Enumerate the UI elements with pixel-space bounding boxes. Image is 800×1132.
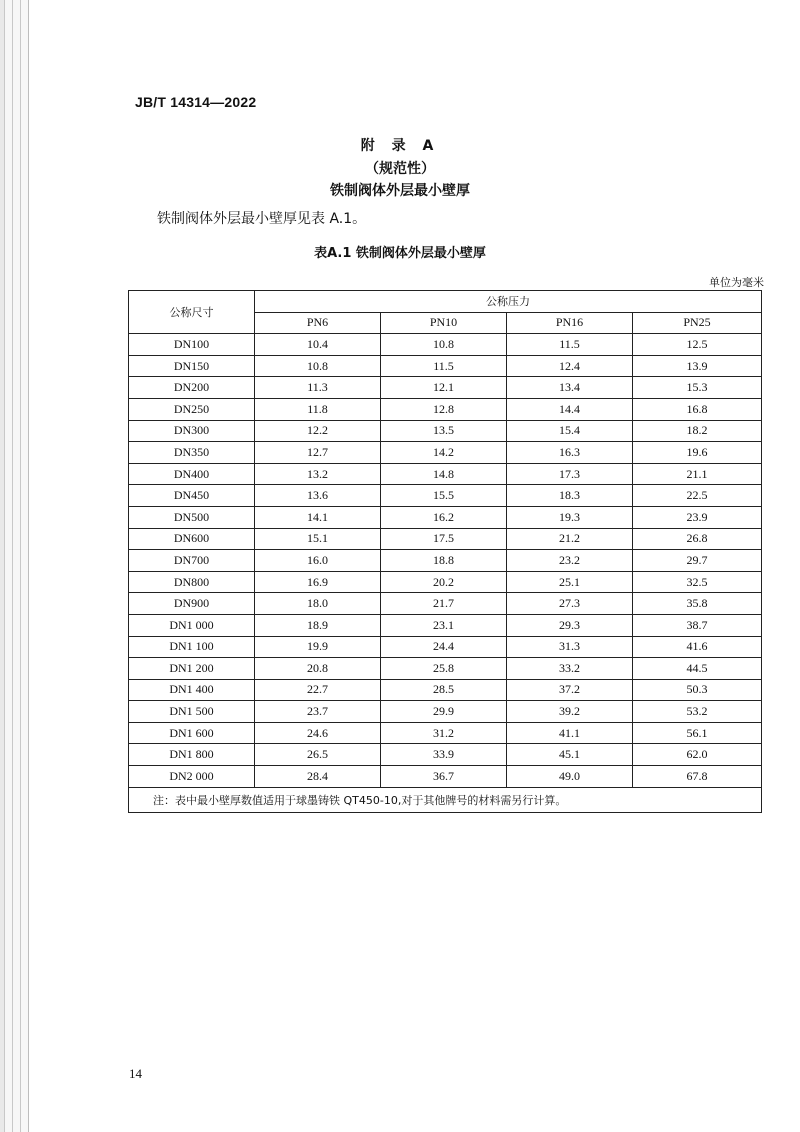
table-note: 注：表中最小壁厚数值适用于球墨铸铁 QT450-10,对于其他牌号的材料需另行计算。: [129, 787, 762, 812]
table-row: [129, 550, 762, 572]
cell-nominal-size: DN150: [129, 355, 255, 377]
cell-nominal-size: DN400: [129, 463, 255, 485]
cell-nominal-size: DN2 000: [129, 766, 255, 788]
table-row: [129, 614, 762, 636]
cell-nominal-size: DN450: [129, 485, 255, 507]
cell-thickness-pn10: 12.8: [381, 398, 507, 420]
cell-thickness-pn25: 21.1: [633, 463, 762, 485]
table-header-row: [129, 291, 762, 313]
cell-thickness-pn25: 15.3: [633, 377, 762, 399]
cell-thickness-pn25: 26.8: [633, 528, 762, 550]
cell-thickness-pn10: 13.5: [381, 420, 507, 442]
cell-nominal-size: DN900: [129, 593, 255, 615]
cell-thickness-pn6: 28.4: [255, 766, 381, 788]
table-row: [129, 506, 762, 528]
table-row: [129, 355, 762, 377]
cell-thickness-pn25: 62.0: [633, 744, 762, 766]
cell-thickness-pn25: 13.9: [633, 355, 762, 377]
table-row: [129, 463, 762, 485]
appendix-title: 铁制阀体外层最小壁厚: [330, 183, 470, 199]
cell-thickness-pn10: 11.5: [381, 355, 507, 377]
cell-thickness-pn10: 18.8: [381, 550, 507, 572]
cell-thickness-pn25: 50.3: [633, 679, 762, 701]
cell-nominal-size: DN700: [129, 550, 255, 572]
table-row: [129, 420, 762, 442]
cell-thickness-pn6: 12.7: [255, 442, 381, 464]
cell-thickness-pn6: 18.9: [255, 614, 381, 636]
appendix-label: 附 录 A: [360, 138, 440, 154]
cell-thickness-pn6: 23.7: [255, 701, 381, 723]
cell-thickness-pn6: 16.9: [255, 571, 381, 593]
cell-thickness-pn6: 10.4: [255, 334, 381, 356]
cell-thickness-pn16: 33.2: [507, 658, 633, 680]
cell-nominal-size: DN1 000: [129, 614, 255, 636]
table-row: [129, 744, 762, 766]
cell-thickness-pn6: 10.8: [255, 355, 381, 377]
cell-thickness-pn16: 18.3: [507, 485, 633, 507]
cell-thickness-pn25: 56.1: [633, 722, 762, 744]
col-header-pn10: PN10: [381, 312, 507, 334]
cell-thickness-pn16: 16.3: [507, 442, 633, 464]
cell-thickness-pn6: 18.0: [255, 593, 381, 615]
table-row: [129, 442, 762, 464]
cell-thickness-pn16: 14.4: [507, 398, 633, 420]
cell-thickness-pn25: 44.5: [633, 658, 762, 680]
cell-nominal-size: DN1 800: [129, 744, 255, 766]
cell-thickness-pn10: 36.7: [381, 766, 507, 788]
cell-thickness-pn16: 45.1: [507, 744, 633, 766]
table-row: [129, 485, 762, 507]
cell-nominal-size: DN1 200: [129, 658, 255, 680]
cell-nominal-size: DN300: [129, 420, 255, 442]
cell-thickness-pn10: 24.4: [381, 636, 507, 658]
cell-thickness-pn6: 13.2: [255, 463, 381, 485]
table-caption: 表A.1 铁制阀体外层最小壁厚: [314, 246, 486, 261]
cell-thickness-pn25: 38.7: [633, 614, 762, 636]
cell-thickness-pn16: 29.3: [507, 614, 633, 636]
table-row: [129, 679, 762, 701]
cell-thickness-pn6: 24.6: [255, 722, 381, 744]
cell-thickness-pn16: 13.4: [507, 377, 633, 399]
cell-thickness-pn25: 67.8: [633, 766, 762, 788]
cell-thickness-pn16: 23.2: [507, 550, 633, 572]
cell-thickness-pn16: 31.3: [507, 636, 633, 658]
table-row: [129, 636, 762, 658]
table-row: [129, 571, 762, 593]
cell-thickness-pn25: 16.8: [633, 398, 762, 420]
col-header-pn6: PN6: [255, 312, 381, 334]
col-header-pn25: PN25: [633, 312, 762, 334]
table-row: [129, 377, 762, 399]
cell-thickness-pn25: 53.2: [633, 701, 762, 723]
col-header-size: 公称尺寸: [129, 291, 255, 334]
cell-thickness-pn10: 16.2: [381, 506, 507, 528]
table-row: [129, 334, 762, 356]
cell-thickness-pn6: 11.3: [255, 377, 381, 399]
cell-thickness-pn16: 12.4: [507, 355, 633, 377]
cell-nominal-size: DN250: [129, 398, 255, 420]
cell-thickness-pn16: 41.1: [507, 722, 633, 744]
cell-thickness-pn25: 23.9: [633, 506, 762, 528]
cell-thickness-pn25: 32.5: [633, 571, 762, 593]
cell-thickness-pn16: 39.2: [507, 701, 633, 723]
table-row: [129, 658, 762, 680]
cell-thickness-pn25: 19.6: [633, 442, 762, 464]
cell-nominal-size: DN500: [129, 506, 255, 528]
cell-thickness-pn10: 23.1: [381, 614, 507, 636]
cell-thickness-pn16: 15.4: [507, 420, 633, 442]
cell-nominal-size: DN600: [129, 528, 255, 550]
cell-thickness-pn16: 17.3: [507, 463, 633, 485]
cell-thickness-pn10: 21.7: [381, 593, 507, 615]
cell-thickness-pn10: 10.8: [381, 334, 507, 356]
table-row: [129, 528, 762, 550]
cell-thickness-pn25: 41.6: [633, 636, 762, 658]
cell-thickness-pn10: 14.8: [381, 463, 507, 485]
cell-thickness-pn10: 20.2: [381, 571, 507, 593]
cell-thickness-pn16: 19.3: [507, 506, 633, 528]
cell-thickness-pn6: 11.8: [255, 398, 381, 420]
cell-thickness-pn10: 17.5: [381, 528, 507, 550]
col-header-pn16: PN16: [507, 312, 633, 334]
cell-thickness-pn25: 18.2: [633, 420, 762, 442]
cell-thickness-pn10: 25.8: [381, 658, 507, 680]
cell-nominal-size: DN350: [129, 442, 255, 464]
table-row: [129, 701, 762, 723]
cell-thickness-pn6: 20.8: [255, 658, 381, 680]
cell-thickness-pn6: 15.1: [255, 528, 381, 550]
table-row: [129, 398, 762, 420]
cell-thickness-pn25: 22.5: [633, 485, 762, 507]
cell-thickness-pn25: 12.5: [633, 334, 762, 356]
cell-nominal-size: DN1 600: [129, 722, 255, 744]
cell-thickness-pn6: 22.7: [255, 679, 381, 701]
cell-thickness-pn10: 28.5: [381, 679, 507, 701]
col-header-pressure: 公称压力: [255, 291, 762, 313]
cell-nominal-size: DN800: [129, 571, 255, 593]
cell-thickness-pn25: 29.7: [633, 550, 762, 572]
cell-nominal-size: DN200: [129, 377, 255, 399]
cell-thickness-pn10: 15.5: [381, 485, 507, 507]
cell-thickness-pn6: 12.2: [255, 420, 381, 442]
table-row: [129, 593, 762, 615]
cell-thickness-pn16: 49.0: [507, 766, 633, 788]
cell-nominal-size: DN1 100: [129, 636, 255, 658]
cell-thickness-pn6: 14.1: [255, 506, 381, 528]
page-number: 14: [129, 1066, 142, 1081]
table-row: [129, 766, 762, 788]
cell-nominal-size: DN1 500: [129, 701, 255, 723]
table-body: [129, 334, 762, 787]
intro-paragraph: 铁制阀体外层最小壁厚见表 A.1。: [157, 211, 367, 227]
standard-number: JB/T 14314—2022: [135, 94, 257, 110]
cell-thickness-pn6: 26.5: [255, 744, 381, 766]
cell-thickness-pn6: 19.9: [255, 636, 381, 658]
cell-thickness-pn10: 29.9: [381, 701, 507, 723]
cell-thickness-pn16: 21.2: [507, 528, 633, 550]
cell-thickness-pn16: 25.1: [507, 571, 633, 593]
cell-thickness-pn16: 11.5: [507, 334, 633, 356]
cell-thickness-pn16: 27.3: [507, 593, 633, 615]
cell-thickness-pn25: 35.8: [633, 593, 762, 615]
cell-thickness-pn10: 14.2: [381, 442, 507, 464]
appendix-nature: （规范性）: [365, 161, 435, 177]
cell-thickness-pn16: 37.2: [507, 679, 633, 701]
wall-thickness-table: [128, 290, 762, 813]
table-note-row: [129, 787, 762, 812]
table-row: [129, 722, 762, 744]
cell-nominal-size: DN1 400: [129, 679, 255, 701]
cell-thickness-pn10: 31.2: [381, 722, 507, 744]
cell-thickness-pn6: 16.0: [255, 550, 381, 572]
cell-thickness-pn10: 33.9: [381, 744, 507, 766]
cell-nominal-size: DN100: [129, 334, 255, 356]
table-unit: 单位为毫米: [709, 276, 764, 289]
cell-thickness-pn6: 13.6: [255, 485, 381, 507]
cell-thickness-pn10: 12.1: [381, 377, 507, 399]
